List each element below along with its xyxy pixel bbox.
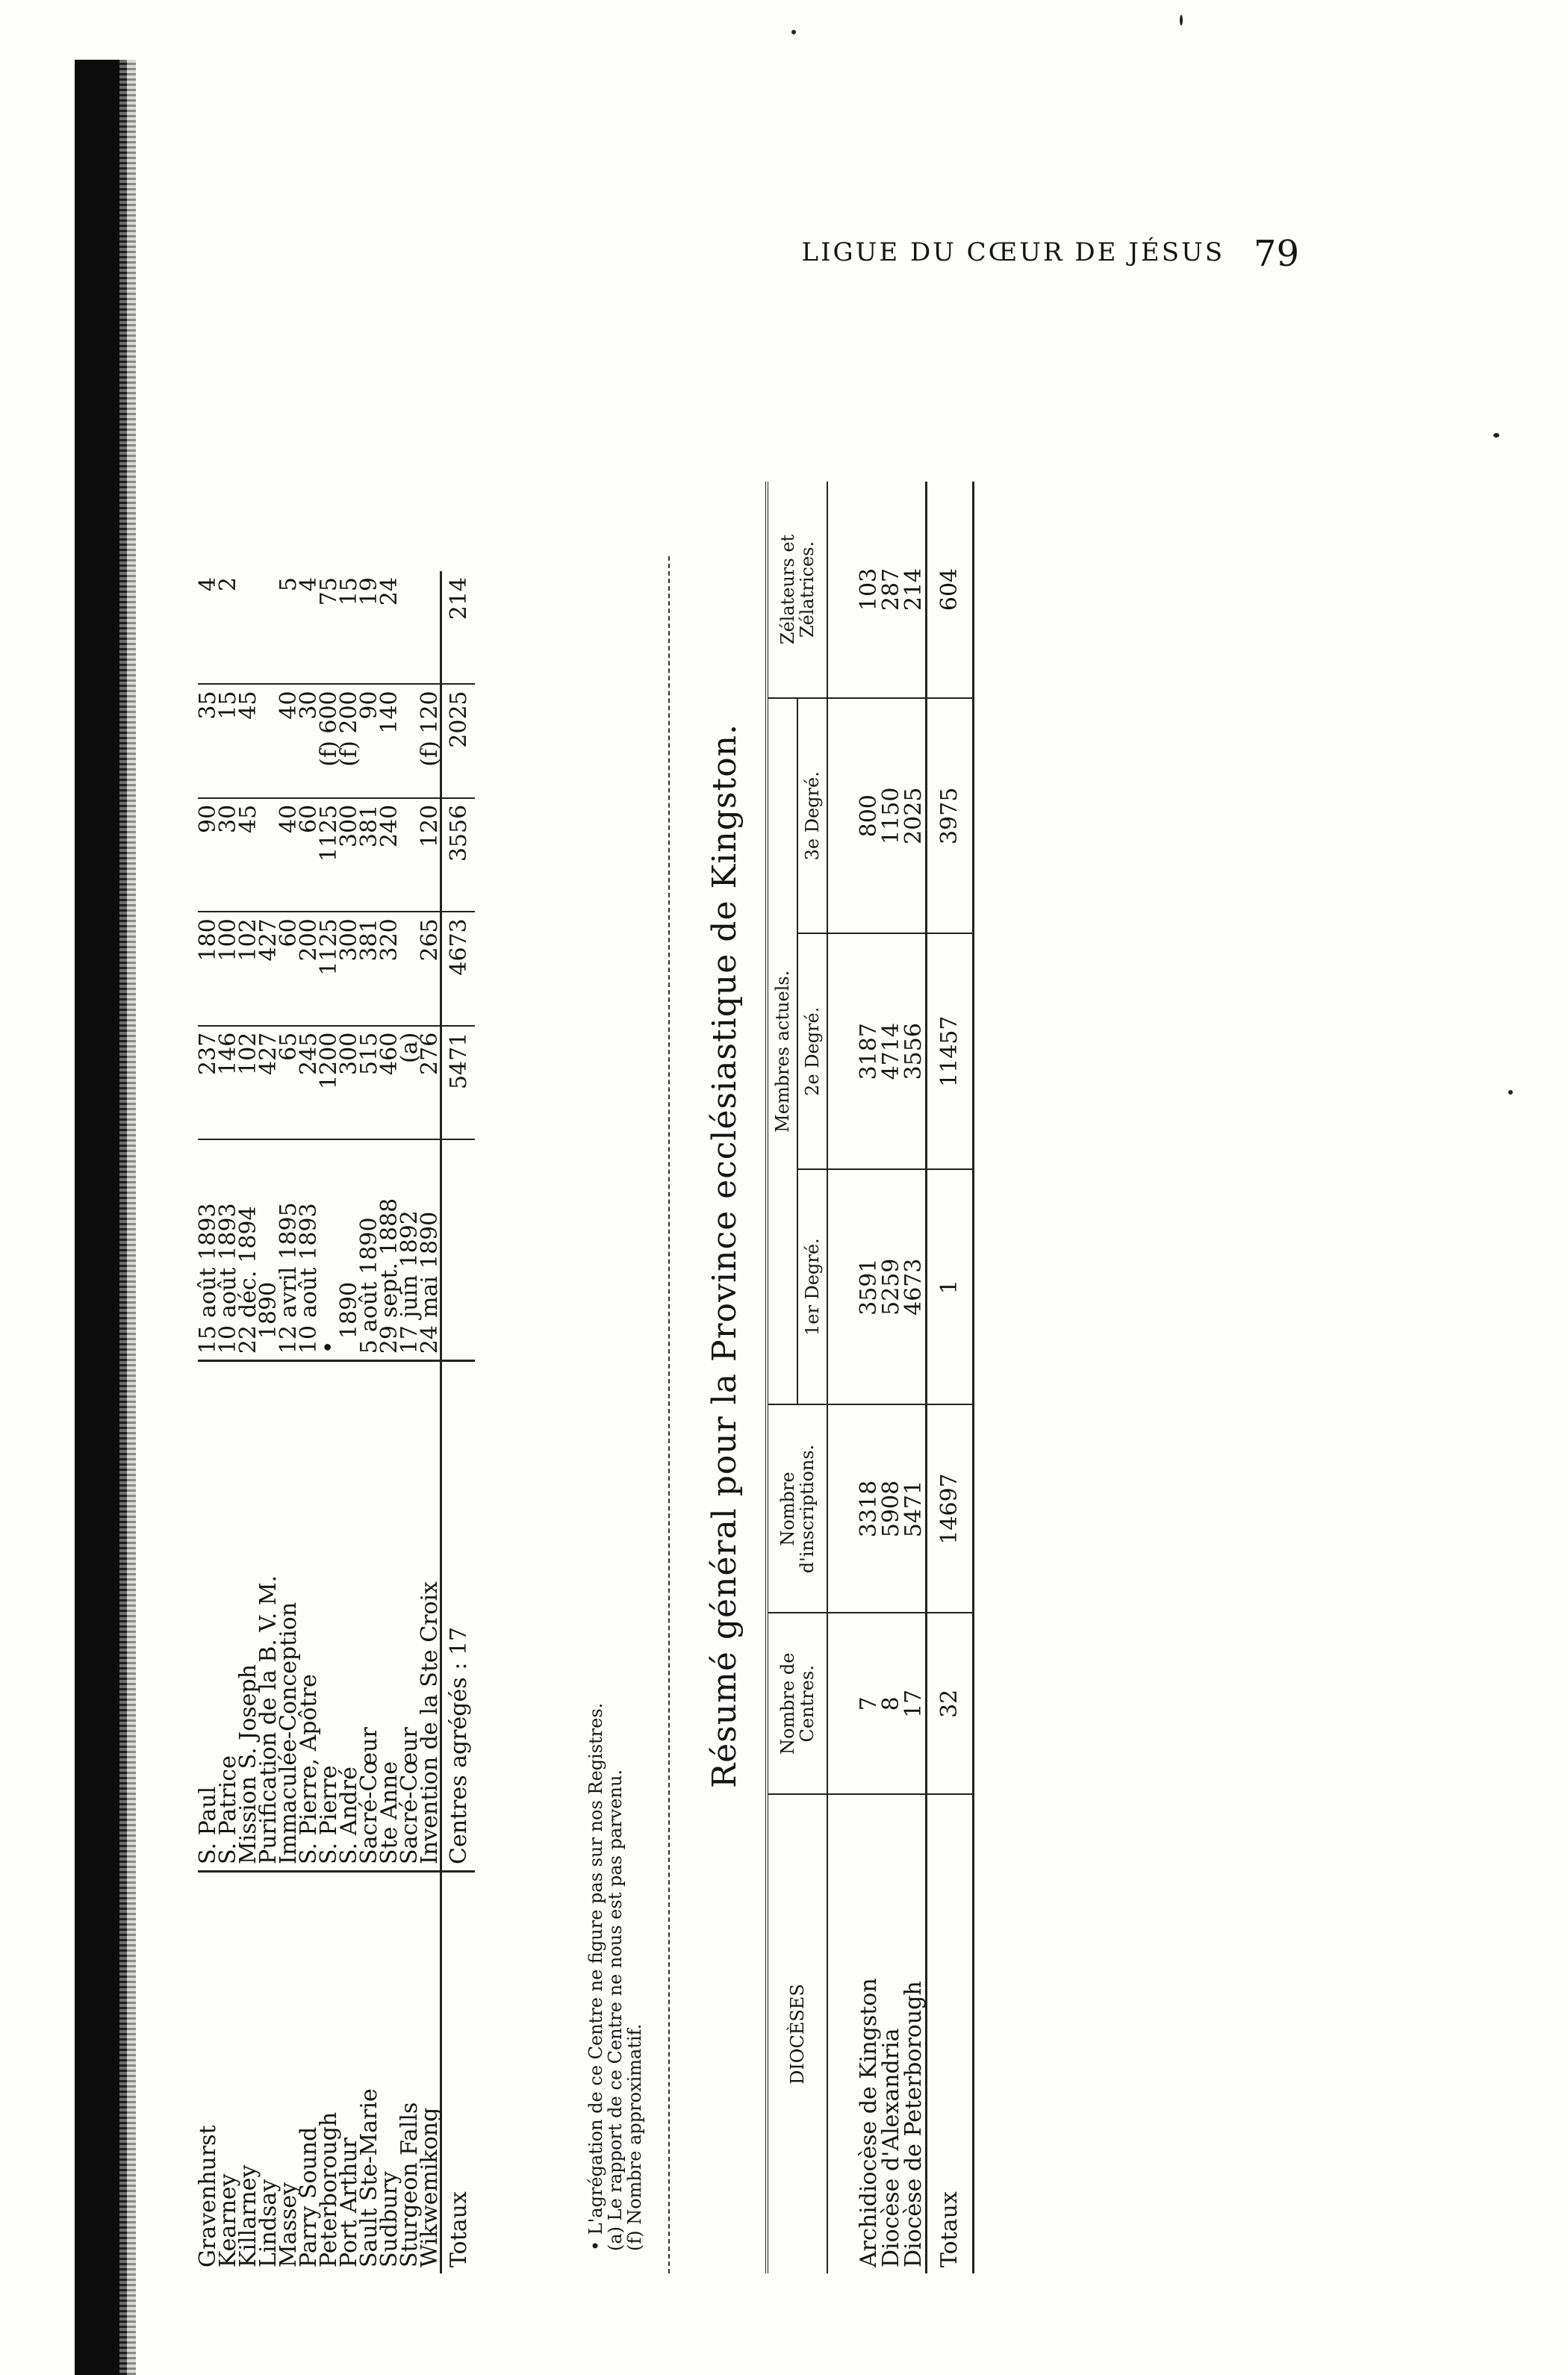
table-row xyxy=(880,482,903,2273)
date-part-month: août xyxy=(215,1267,241,1319)
value-centres: 7 xyxy=(858,1613,880,1794)
date-part-month: mai xyxy=(417,1276,443,1319)
header-inscriptions: Nombre d'inscriptions. xyxy=(767,1404,827,1613)
table-row xyxy=(379,571,399,2273)
header-dioceses: DIOCÈSES xyxy=(767,1794,827,2273)
totals-row xyxy=(441,571,476,2273)
value-d1: 1125 xyxy=(319,912,339,1025)
value-members: 427 xyxy=(258,1026,279,1139)
date-part-month: avril xyxy=(276,1266,302,1319)
value-d2: 1125 xyxy=(319,798,339,912)
value-d3: 35 xyxy=(198,684,218,797)
value-members: 102 xyxy=(238,1026,258,1139)
centre-title: Mission S. Joseph xyxy=(238,1361,258,1872)
value-members: 245 xyxy=(299,1026,319,1139)
value-d2: 45 xyxy=(238,798,258,912)
header-degree-3: 3e Degré. xyxy=(797,698,827,933)
aggregation-date xyxy=(417,1139,443,1361)
place-name: Lindsay xyxy=(255,2179,281,2267)
place-name: Parry Sound xyxy=(296,2126,322,2267)
date-part-day: 5 xyxy=(356,1339,382,1354)
value-d1: 102 xyxy=(238,912,258,1025)
date-part-day: • xyxy=(316,1340,342,1354)
date-part-day: 12 xyxy=(276,1325,302,1354)
place-name: Port Arthur xyxy=(336,2137,362,2267)
place-name: Peterborough xyxy=(316,2111,342,2267)
centre-title: S. André xyxy=(339,1361,359,1872)
date-part-month: août xyxy=(356,1281,382,1333)
value-d3: 1150 xyxy=(880,698,903,933)
value-d1: 200 xyxy=(299,912,319,1025)
centre-title: S. Pierre, Apôtre xyxy=(299,1361,319,1872)
summary-title: Résumé général pour la Province ecclésiastique de Kingston. xyxy=(706,723,744,1788)
footnote: (a) Le rapport de ce Centre ne nous est pas parvenu. xyxy=(605,1769,626,2251)
centres-table xyxy=(195,571,475,2273)
date-part-year: 1892 xyxy=(396,1210,423,1268)
value-d1: 4673 xyxy=(903,1169,927,1404)
table-row xyxy=(858,482,880,2273)
centre-title: Invention de la Ste Croix xyxy=(420,1361,441,1872)
value-zel: 287 xyxy=(880,482,903,698)
value-members: 1200 xyxy=(319,1026,339,1139)
value-d3: 800 xyxy=(858,698,880,933)
scan-binding-grain xyxy=(119,60,136,2375)
value-members: (a) xyxy=(399,1026,420,1139)
value-zel: 103 xyxy=(858,482,880,698)
value-d1: 180 xyxy=(198,912,218,1025)
value-z xyxy=(399,571,420,684)
date-part-year: 1893 xyxy=(215,1203,241,1260)
value-z xyxy=(238,571,258,684)
value-d2: 3556 xyxy=(903,933,927,1168)
totals-row xyxy=(927,482,974,2273)
total-zel: 604 xyxy=(927,482,974,698)
table-row xyxy=(903,482,927,2273)
total-z: 214 xyxy=(441,571,476,684)
date-part-month: juin xyxy=(396,1274,423,1319)
value-z: 5 xyxy=(279,571,299,684)
value-z: 2 xyxy=(218,571,238,684)
date-part-year: 1890 xyxy=(336,1281,362,1339)
value-z: 24 xyxy=(379,571,399,684)
place-name: Sudbury xyxy=(376,2171,402,2267)
value-d3: 15 xyxy=(218,684,238,797)
date-part-year: 1890 xyxy=(255,1281,281,1339)
date-part-day: 10 xyxy=(296,1325,322,1354)
total-d2: 11457 xyxy=(927,933,974,1168)
value-d1: 5259 xyxy=(880,1169,903,1404)
value-d1: 3591 xyxy=(858,1169,880,1404)
value-d1: 320 xyxy=(379,912,399,1025)
date-part-year: 1894 xyxy=(235,1206,261,1263)
date-part-day: 24 xyxy=(417,1325,443,1354)
running-head: LIGUE DU CŒUR DE JÉSUS xyxy=(801,237,1225,267)
total-d3: 3975 xyxy=(927,698,974,933)
totals-label: Totaux xyxy=(927,1794,974,2273)
value-d2: 240 xyxy=(379,798,399,912)
date-part-day: 22 xyxy=(235,1325,261,1354)
value-centres: 8 xyxy=(880,1613,903,1794)
diocese-name: Archidiocèse de Kingston xyxy=(856,1978,882,2267)
value-z xyxy=(420,571,441,684)
value-members: 65 xyxy=(279,1026,299,1139)
centre-title: S. Pierre xyxy=(319,1361,339,1872)
value-members: 237 xyxy=(198,1026,218,1139)
value-d2: 4714 xyxy=(880,933,903,1168)
centre-title: Sacré-Cœur xyxy=(359,1361,379,1872)
value-d1: 100 xyxy=(218,912,238,1025)
value-d3: (f) 200 xyxy=(339,684,359,797)
totals-gap xyxy=(441,1139,476,1361)
value-d1: 60 xyxy=(279,912,299,1025)
date-part-year: 1888 xyxy=(376,1198,402,1256)
header-degree-2: 2e Degré. xyxy=(797,933,827,1168)
header-members-group: Membres actuels. xyxy=(767,698,797,1404)
aggregation-date xyxy=(296,1139,322,1361)
centre-title: Immaculée-Conception xyxy=(279,1361,299,1872)
centre-title: S. Paul xyxy=(198,1361,218,1872)
place-name: Wikwemikong xyxy=(417,2107,443,2267)
spacer-row xyxy=(827,482,858,2273)
value-d2: 381 xyxy=(359,798,379,912)
centre-title: Ste Anne xyxy=(379,1361,399,1872)
value-d2: 60 xyxy=(299,798,319,912)
place-name: Massey xyxy=(276,2182,302,2267)
total-d1: 4673 xyxy=(441,912,476,1025)
centre-title: Purification de la B. V. M. xyxy=(258,1361,279,1872)
total-centres: 32 xyxy=(927,1613,974,1794)
value-z: 15 xyxy=(339,571,359,684)
date-part-day: 15 xyxy=(195,1325,221,1354)
value-inscriptions: 5471 xyxy=(903,1404,927,1613)
value-centres: 17 xyxy=(903,1613,927,1794)
value-z: 75 xyxy=(319,571,339,684)
value-d1: 381 xyxy=(359,912,379,1025)
table-row xyxy=(420,571,441,2273)
date-part-month: août xyxy=(296,1267,322,1319)
date-part-year: 1893 xyxy=(296,1203,322,1260)
value-zel: 214 xyxy=(903,482,927,698)
centre-title: S. Patrice xyxy=(218,1361,238,1872)
value-members: 146 xyxy=(218,1026,238,1139)
value-d2: 90 xyxy=(198,798,218,912)
value-d1: 265 xyxy=(420,912,441,1025)
place-name: Sturgeon Falls xyxy=(396,2102,423,2267)
value-d3: 30 xyxy=(299,684,319,797)
value-d2: 300 xyxy=(339,798,359,912)
value-z: 19 xyxy=(359,571,379,684)
place-name: Kearney xyxy=(215,2173,241,2267)
footnotes xyxy=(586,1703,644,2251)
centre-title: Sacré-Cœur xyxy=(399,1361,420,1872)
date-part-day: 29 xyxy=(376,1325,402,1354)
value-d3: (f) 120 xyxy=(420,684,441,797)
value-z: 4 xyxy=(198,571,218,684)
total-inscriptions: 14697 xyxy=(927,1404,974,1613)
table-row xyxy=(238,571,258,2273)
date-part-month: déc. xyxy=(235,1270,261,1319)
diocese-name: Diocèse de Peterborough xyxy=(900,1981,927,2267)
scan-speck xyxy=(791,30,796,34)
date-part-month: sept. xyxy=(376,1263,402,1319)
value-d1: 300 xyxy=(339,912,359,1025)
centres-count: Centres agrégés : 17 xyxy=(441,1361,476,1872)
value-d3: 140 xyxy=(379,684,399,797)
scan-speck xyxy=(1508,1090,1513,1095)
date-part-year: 1890 xyxy=(417,1211,443,1269)
value-members: 515 xyxy=(359,1026,379,1139)
footnote: • L'agrégation de ce Centre ne figure pas sur nos Registres. xyxy=(585,1702,606,2251)
separator-rule xyxy=(668,556,670,2273)
rotated-page-content xyxy=(195,93,1318,2273)
value-d2: 3187 xyxy=(858,933,880,1168)
value-d2: 40 xyxy=(279,798,299,912)
total-d3: 2025 xyxy=(441,684,476,797)
place-name: Sault Ste-Marie xyxy=(356,2088,382,2267)
header-centres: Nombre de Centres. xyxy=(767,1613,827,1794)
value-d3: 2025 xyxy=(903,698,927,933)
value-d3: 40 xyxy=(279,684,299,797)
totals-label: Totaux xyxy=(441,1871,476,2273)
date-part-year: 1890 xyxy=(356,1217,382,1274)
date-part-year: 1895 xyxy=(276,1202,302,1260)
value-inscriptions: 5908 xyxy=(880,1404,903,1613)
total-d1: 1 xyxy=(927,1169,974,1404)
value-inscriptions: 3318 xyxy=(858,1404,880,1613)
date-part-day: 10 xyxy=(215,1325,241,1354)
value-d3: 90 xyxy=(359,684,379,797)
total-d2: 3556 xyxy=(441,798,476,912)
total-members: 5471 xyxy=(441,1026,476,1139)
place-name: Gravenhurst xyxy=(195,2125,221,2267)
header-zelateurs: Zélateurs et Zélatrices. xyxy=(767,482,827,698)
date-part-day: 17 xyxy=(396,1325,423,1354)
value-members: 300 xyxy=(339,1026,359,1139)
footnote: (f) Nombre approximatif. xyxy=(624,2023,645,2251)
date-part-year: 1893 xyxy=(195,1203,221,1260)
value-members: 460 xyxy=(379,1026,399,1139)
value-d2: 120 xyxy=(420,798,441,912)
value-d1: 427 xyxy=(258,912,279,1025)
value-members: 276 xyxy=(420,1026,441,1139)
value-z: 4 xyxy=(299,571,319,684)
value-d3: (f) 600 xyxy=(319,684,339,797)
scan-speck xyxy=(1180,15,1183,25)
summary-table xyxy=(765,482,974,2273)
page-number: 79 xyxy=(1253,233,1299,275)
header-degree-1: 1er Degré. xyxy=(797,1169,827,1404)
place-name: Killarney xyxy=(235,2164,261,2267)
value-d2: 30 xyxy=(218,798,238,912)
value-d3: 45 xyxy=(238,684,258,797)
diocese-name: Diocèse d'Alexandria xyxy=(878,2028,904,2267)
scan-speck xyxy=(1493,433,1499,438)
date-part-month: août xyxy=(195,1267,221,1319)
